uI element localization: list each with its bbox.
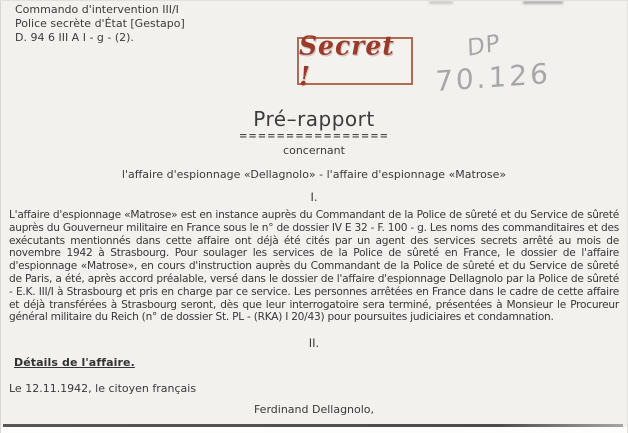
handwritten-annotation-number: 70.126 <box>435 56 551 99</box>
section-numeral-2: II. <box>308 336 320 350</box>
title-underline-rule: ================ <box>238 131 390 142</box>
body-paragraph: L'affaire d'espionnage «Matrose» est en instance auprès du Commandant de la Police de sûreté et du Service de sûreté auprès du Gouverneur militaire en France sous le n° de dossier IV E 32 - F. 100 - g. Les noms des commanditaires et des exécutants mentionnés dans cette affaire ont déjà été cités par un agent des services secrets arrêté au mois de novembre 1942 à Strasbourg. Pour soulager les services de la Police de sûreté en France, le dossier de l'affaire d'espionnage «Matrose», en cours d'instruction auprès du Commandant de la Police de sûreté et du Service de sûreté de Paris, a été, après accord préalable, versé dans le dossier de l'affaire d'espionnage Dellagnolo par la Police de sûreté - E.K. III/I à Strasbourg et pris en charge par ce service. Les personnes arrêtées en France dans le cadre de cette affaire et déjà transférées à Strasbourg seront, dès que leur interrogatoire sera terminé, présentées à Monsieur le Procureur général militaire du Reich (n° de dossier St. PL - (RKA) I 20/43) pour poursuites judiciaires et condamnation. <box>9 209 619 324</box>
scan-artifact-smudge <box>523 1 563 4</box>
letterhead-line-reference: D. 94 6 III A I - g - (2). <box>15 30 134 44</box>
secret-stamp <box>297 30 413 92</box>
scan-bottom-margin <box>1 427 627 433</box>
subject-name-line: Ferdinand Dellagnolo, <box>253 403 375 416</box>
subject-line: l'affaire d'espionnage «Dellagnolo» - l'affaire d'espionnage «Matrose» <box>121 168 507 181</box>
letterhead-line-agency: Police secrète d'État [Gestapo] <box>15 16 185 30</box>
document-title-block <box>1 107 627 157</box>
title-subtitle: concernant <box>283 144 345 157</box>
details-heading: Détails de l'affaire. <box>14 356 135 369</box>
secret-stamp-label: Secret ! <box>299 30 395 92</box>
handwritten-annotation-dp: DP <box>466 29 501 63</box>
document-letterhead <box>15 3 185 44</box>
date-line: Le 12.11.1942, le citoyen français <box>9 382 197 395</box>
page-title: Pré–rapport <box>253 107 375 131</box>
letterhead-line-unit: Commando d'intervention III/I <box>15 3 179 16</box>
section-numeral-1: I. <box>310 190 318 204</box>
scan-artifact-smudge <box>429 1 453 4</box>
